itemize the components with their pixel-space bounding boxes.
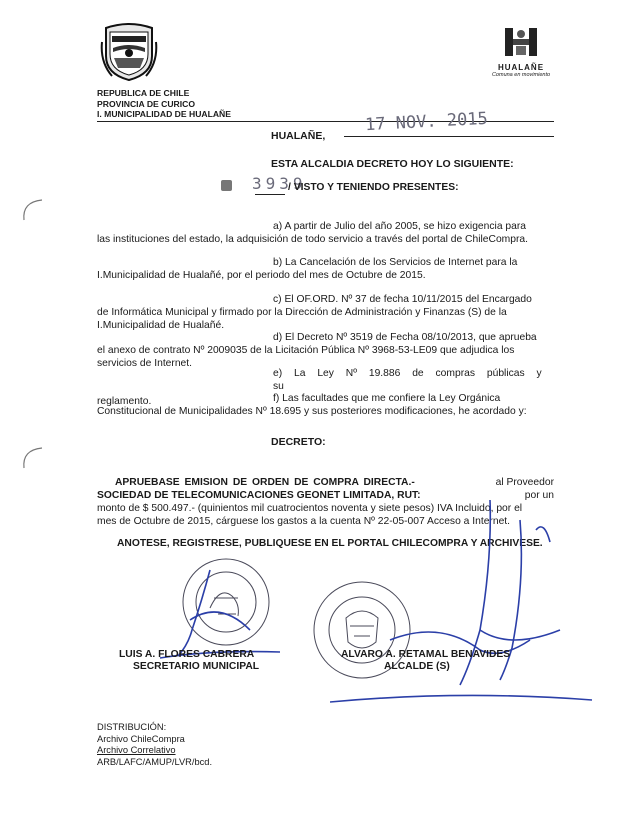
- issuer-municipality: I. MUNICIPALIDAD DE HUALAÑE: [97, 109, 231, 119]
- resolution-account: mes de Octubre de 2015, cárguese los gastos a la cuenta Nº 22-05-007 Acceso a Internet.: [97, 516, 511, 527]
- punch-hole-icon: [20, 196, 46, 226]
- considerando-c: [97, 293, 554, 332]
- stamp-mark-icon: [221, 180, 232, 191]
- considerando-c-first: c) El OF.ORD. Nº 37 de fecha 10/11/2015 del Encargado: [273, 294, 532, 305]
- considerando-d-first: d) El Decreto Nº 3519 de Fecha 08/10/2013, que aprueba: [273, 332, 537, 343]
- resolution-provider: SOCIEDAD DE TELECOMUNICACIONES GEONET LIMITADA, RUT:: [97, 490, 421, 501]
- considerando-b: [97, 256, 554, 282]
- distribution-heading: DISTRIBUCIÓN:: [97, 722, 167, 732]
- considerando-d-rest1: el anexo de contrato Nº 2009035 de la Licitación Pública Nº 3968-53-LE09 que adjudica los: [97, 345, 515, 356]
- resolution-amount-prefix: por un: [524, 490, 554, 501]
- resolution-approval: APRUEBASE EMISION DE ORDEN DE COMPRA DIRECTA.-: [115, 477, 415, 488]
- distribution-item: ARB/LAFC/AMUP/LVR/bcd.: [97, 756, 213, 767]
- hualane-logo-icon: [501, 26, 541, 58]
- considerando-b-first: b) La Cancelación de los Servicios de Internet para la: [273, 257, 518, 268]
- considerando-e-rest: reglamento.: [97, 396, 152, 407]
- distribution-item: Archivo ChileCompra: [97, 733, 185, 744]
- issuer-country: REPUBLICA DE CHILE: [97, 88, 190, 98]
- considerando-a-rest: las instituciones del estado, la adquisición de todo servicio a través del portal de ChileCompra.: [97, 234, 528, 245]
- considerando-e-first: e) La Ley Nº 19.886 de compras públicas y su: [273, 368, 542, 392]
- considerando-f-first: f) Las facultades que me confiere la Ley Orgánica: [273, 393, 501, 404]
- considerando-d-rest2: servicios de Internet.: [97, 358, 193, 369]
- decree-number: 3939: [252, 174, 307, 193]
- considerando-d: [97, 331, 554, 370]
- decree-number-rule: [255, 194, 285, 195]
- distribution-item: Archivo Correlativo: [97, 745, 176, 755]
- mayor-signature: [330, 480, 600, 720]
- distribution-block: [97, 722, 212, 768]
- considerando-a: [97, 220, 554, 246]
- resolution-provider-label: al Proveedor: [495, 477, 554, 488]
- secretary-title: SECRETARIO MUNICIPAL: [133, 661, 260, 672]
- secretary-name: LUIS A. FLORES CABRERA: [119, 649, 255, 660]
- considerando-c-rest1: de Informática Municipal y firmado por la Dirección de Administración y Finanzas (S) de la: [97, 307, 507, 318]
- considerando-c-rest2: I.Municipalidad de Hualañé.: [97, 320, 225, 331]
- intro-line: ESTA ALCALDIA DECRETO HOY LO SIGUIENTE:: [271, 158, 514, 170]
- closing-line: ANOTESE, REGISTRESE, PUBLIQUESE EN EL PORTAL CHILECOMPRA Y ARCHIVESE.: [117, 538, 543, 549]
- date-stamp: 17 NOV. 2015: [364, 108, 489, 136]
- punch-hole-icon: [20, 444, 46, 474]
- mayor-name: ALVARO A. RETAMAL BENAVIDES: [341, 649, 511, 660]
- considerando-a-first: a) A partir de Julio del año 2005, se hizo exigencia para: [273, 221, 527, 232]
- resolution-amount: monto de $ 500.497.- (quinientos mil cuatrocientos noventa y siete pesos) IVA Incluido, por el: [97, 503, 523, 514]
- visto-line: / VISTO Y TENIENDO PRESENTES:: [288, 182, 459, 193]
- place-label: HUALAÑE,: [271, 130, 326, 142]
- logo-tagline: Comuna en movimiento: [491, 72, 551, 78]
- hualane-logo: [486, 26, 556, 82]
- considerando-b-rest: I.Municipalidad de Hualañé, por el periodo del mes de Octubre de 2015.: [97, 270, 426, 281]
- mayor-title: ALCALDE (S): [384, 661, 450, 672]
- municipal-crest-icon: [100, 22, 158, 82]
- considerando-f: [97, 392, 554, 418]
- issuer-province: PROVINCIA DE CURICO: [97, 98, 196, 109]
- considerando-f-rest: Constitucional de Municipalidades Nº 18.695 y sus posteriores modificaciones, he acordado y:: [97, 406, 527, 417]
- date-rule: [344, 136, 554, 137]
- logo-text: HUALAÑE: [497, 63, 545, 72]
- decreto-heading: DECRETO:: [271, 436, 326, 448]
- issuer-block: [97, 88, 231, 120]
